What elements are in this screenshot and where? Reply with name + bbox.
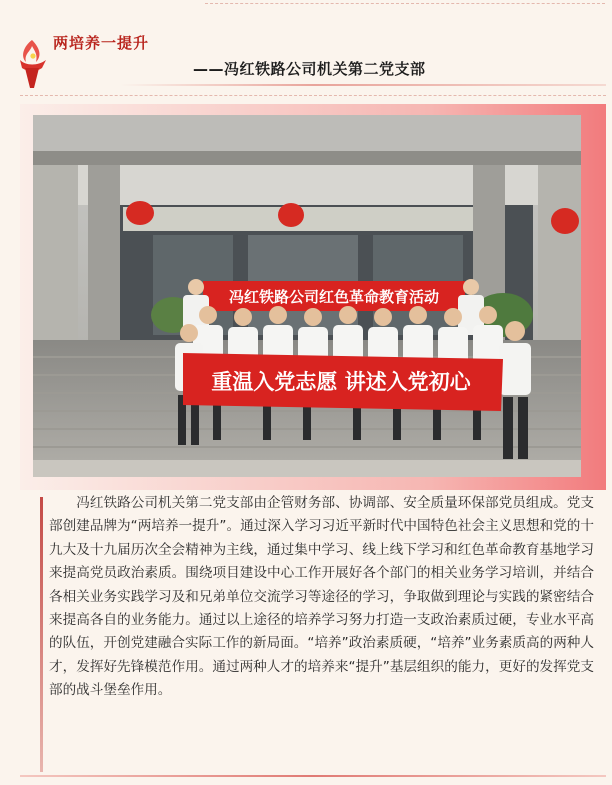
group-photo (33, 115, 581, 477)
section-title: 两培养一提升 (53, 34, 150, 52)
paragraph-accent-bar (40, 497, 43, 772)
header-dashed-divider (20, 95, 606, 96)
bottom-divider (20, 775, 606, 777)
lower-banner-text: 重温入党志愿 讲述入党初心 (211, 370, 471, 394)
torch-icon (12, 38, 52, 90)
section-header (0, 0, 612, 100)
upper-banner-text: 冯红铁路公司红色革命教育活动 (228, 288, 440, 306)
section-subtitle: ——冯红铁路公司机关第二党支部 (193, 60, 426, 78)
title-underline (120, 84, 606, 86)
article-paragraph: 冯红铁路公司机关第二党支部由企管财务部、协调部、安全质量环保部党员组成。党支部创建品牌为“两培养一提升”。通过深入学习习近平新时代中国特色社会主义思想和党的十九大及十九届历次全会精神为主线，通过集中学习、线上线下学习和红色革命教育基地学习来提高党员政治素质。围绕项目建设中心工作开展好各个部门的相关业务学习培训，并结合各相关业务实践学习及和兄弟单位交流学习等途径的学习，争取做到理论与实践的紧密结合来提高各自的业务能力。通过以上途径的培养学习努力打造一支政治素质过硬，专业水平高的队伍，开创党建融合实际工作的新局面。“培养”政治素质硬，“培养”业务素质高的两种人才，发挥好先锋模范作用。通过两种人才的培养来“提升”基层组织的能力，更好的发挥党支部的战斗堡垒作用。 (49, 495, 594, 699)
